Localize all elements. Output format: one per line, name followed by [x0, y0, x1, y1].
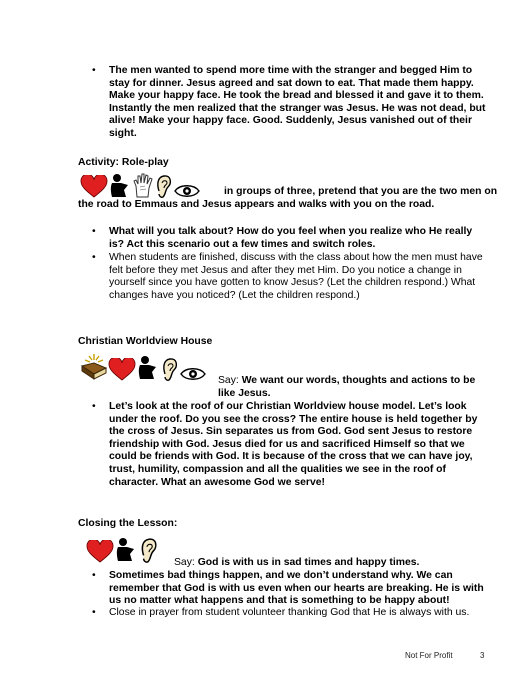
worldview-heading: Christian Worldview House: [78, 336, 213, 347]
worldview-bullet: Let’s look at the roof of our Christian Worldview house model. Let’s look under the roof. Do you see the cross? The entire house is held together by the cross of Jesus. Sin separates us from God. God sent Jesus to restore friendship with God. Jesus died for us and sacrificed Himself so that we could be friends with God. It is because of the cross that we can have joy, trust, humility, compassion and all the qualities we see in the roof of character. What an awesome God we serve!: [109, 401, 478, 488]
closing-bullet-2: Close in prayer from student volunteer thanking God that He is always with us.: [109, 607, 470, 618]
heart-icon: [86, 540, 114, 564]
closing-bullet-1: Sometimes bad things happen, and we don’t understand why. We can remember that God is with us even when our hearts are breaking. He is with us no matter what happens and that is something to be happy about!: [109, 570, 484, 607]
activity-intro-first: in groups of three, pretend that you are the two men on the road to Emmaus and Jesus appears and walks with you on the road.: [78, 186, 498, 210]
bullet-dot: •: [92, 226, 96, 237]
ear-icon: [160, 356, 180, 382]
activity-heading: Activity: Role-play: [78, 157, 169, 168]
closing-say: [174, 557, 494, 570]
say-label: Say:: [174, 557, 195, 568]
bullet-dot: •: [92, 401, 96, 412]
footer-label: Not For Profit: [405, 651, 453, 660]
worldview-say-text: We want our words, thoughts and actions to be like Jesus.: [218, 375, 476, 399]
praying-figure-icon: [136, 354, 160, 382]
ear-icon: [138, 536, 160, 564]
eye-icon: [180, 366, 206, 382]
intro-bullet-text: The men wanted to spend more time with the stranger and begged Him to stay for dinner. Jesus agreed and sat down to eat. That made them happy. Make your happy face. He took the bread and blessed it and gave it to them. Instantly the men realized that the stranger was Jesus. He was not dead, but alive! Make your happy face. Good. Suddenly, Jesus vanished out of their sight.: [109, 65, 486, 139]
worldview-say: [218, 375, 488, 400]
worldview-icon-row: [80, 352, 206, 382]
say-label: Say:: [218, 375, 239, 386]
page-number: 3: [480, 651, 485, 660]
activity-bullet-2: When students are finished, discuss with the class about how the men must have felt before they met Jesus and after they met Him. Do you notice a change in yourself since you have gotten to know Jesus? (Let the children respond.) What changes have you noticed? (Let the children respond.): [109, 252, 483, 301]
bible-icon: [80, 352, 108, 382]
activity-bullet-1: What will you talk about? How do you feel when you realize who He really is? Act this scenario out a few times and switch roles.: [109, 226, 473, 250]
praying-figure-icon: [114, 536, 138, 564]
heart-icon: [108, 358, 136, 382]
bullet-dot: •: [92, 252, 96, 263]
closing-icon-row: [86, 534, 160, 564]
bullet-dot: •: [92, 607, 96, 618]
bullet-dot: •: [92, 65, 96, 76]
bullet-dot: •: [92, 570, 96, 581]
closing-heading: Closing the Lesson:: [78, 518, 178, 529]
closing-say-text: God is with us in sad times and happy times.: [197, 557, 420, 568]
